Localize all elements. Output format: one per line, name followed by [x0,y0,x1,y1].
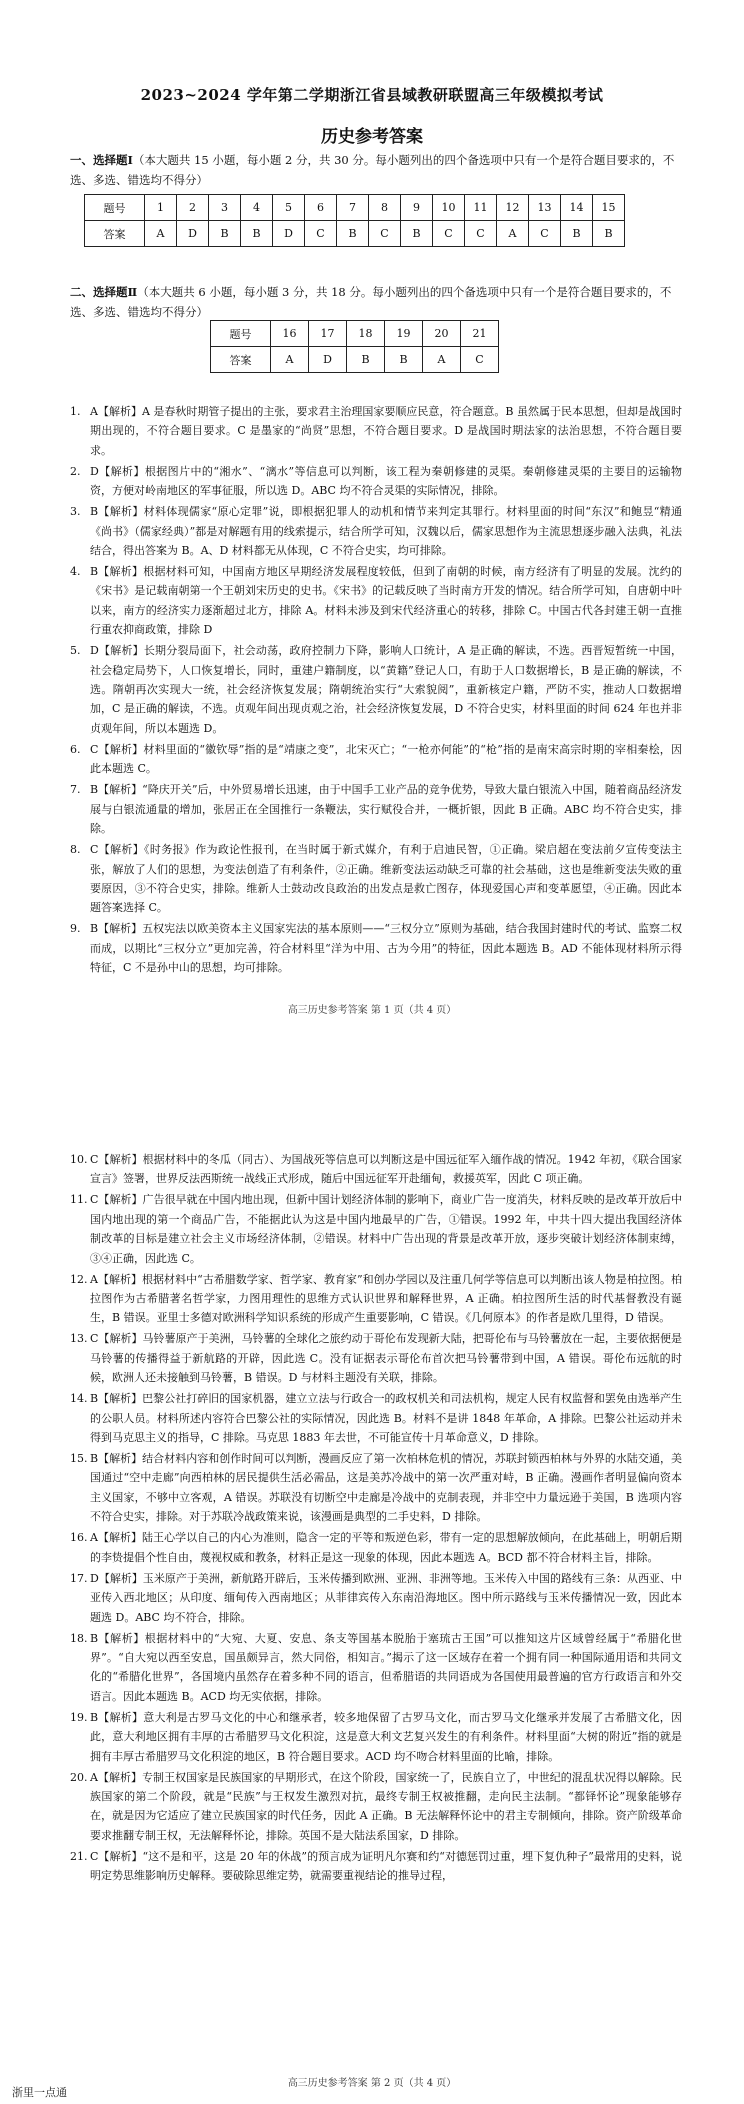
q-number: 4 [241,195,273,221]
section1-instruction: （本大题共 15 小题，每小题 2 分，共 30 分。每小题列出的四个备选项中只有一个是符合题目要求的，不选、多选、错选均不得分） [70,153,675,187]
item-number: 16. [70,1531,88,1545]
item-text: A【解析】根据材料中“古希腊数学家、哲学家、教育家”和创办学园以及注重几何学等信息可以判断出该人物是柏拉图。柏拉图作为古希腊著名哲学家，力图用理性的思维方式认识世界和解释世界，A 正确。柏拉图所生活的时代基督教没有诞生，B 错误。亚里士多德对欧洲科学知识系统的形成产生重要影响，C 错误。《几何原本》的作者是欧几里得，D 错误。 [90,1272,682,1325]
q-answer: A [271,347,309,373]
item-number: 18. [70,1631,88,1645]
answer-row [211,347,499,373]
item-number: 17. [70,1571,88,1585]
item-text: C【解析】马铃薯原产于美洲，马铃薯的全球化之旅约动于哥伦布发现新大陆，把哥伦布与马铃薯放在一起，主要依据便是马铃薯的传播得益于新航路的开辟，因此选 C。没有证据表示哥伦布首次把马铃薯带到中国，A 错误。哥伦布远航的时候，欧洲人还未接触到马铃薯，B 错误。D 与材料主题没有关联，排除。 [90,1332,682,1385]
analysis-item [70,462,682,501]
q-number: 9 [401,195,433,221]
item-text: D【解析】玉米原产于美洲，新航路开辟后，玉米传播到欧洲、亚洲、非洲等地。玉米传入中国的路线有三条：从西亚、中亚传入西北地区；从印度、缅甸传入西南地区；从菲律宾传入东南沿海地区。图中所示路线与玉米传播情况一致，因此本题选 D。ABC 均不符合，排除。 [90,1571,682,1624]
item-number: 1. [70,405,81,418]
item-number: 9. [70,922,81,936]
analysis-item [70,1150,682,1189]
analysis-item [70,1528,682,1567]
item-number: 2. [70,464,81,478]
item-text: B【解析】意大利是古罗马文化的中心和继承者，较多地保留了古罗马文化，而古罗马文化继承并发展了古希腊文化，因此，意大利地区拥有丰厚的古希腊罗马文化积淀，这是意大利文艺复兴发生的有利条件。材料里面“大树的附近”指的就是拥有丰厚古希腊罗马文化积淀的地区，B 符合题目要求。ACD 均不吻合材料里面的比喻，排除。 [90,1710,682,1763]
analysis-item [70,740,682,779]
analysis-item [70,1190,682,1268]
q-answer: B [209,221,241,247]
analysis-item [70,840,682,918]
q-number: 11 [465,195,497,221]
q-number: 7 [337,195,369,221]
q-answer: D [309,347,347,373]
q-answer: B [241,221,273,247]
question-number-row [85,195,625,221]
analysis-item [70,1708,682,1766]
row-label-number: 题号 [211,321,271,347]
item-number: 10. [70,1153,88,1166]
analysis-item [70,919,682,977]
q-number: 18 [347,321,385,347]
q-answer: B [337,221,369,247]
q-answer: C [461,347,499,373]
item-number: 12. [70,1272,88,1286]
analysis-item [70,780,682,838]
item-text: B【解析】根据材料中的“大宛、大夏、安息、条支等国基本脱胎于塞琉古王国”可以推知这片区域曾经属于“希腊化世界”。“自大宛以西至安息，国虽颇异言，然大同俗，相知言。”揭示了这一区域存在着一个拥有同一种国际通用语和共同文化的“希腊化世界”，各国境内虽然存在着多种不同的语言，但希腊语的共同语成为各国使用最普遍的官方行政语言和外交语言。因此本题选 B。ACD 均无实依据，排除。 [90,1631,682,1703]
analysis-list-page2 [70,1150,682,1887]
item-number: 7. [70,783,81,797]
q-number: 2 [177,195,209,221]
q-answer: B [561,221,593,247]
item-text: C【解析】“这不是和平，这是 20 年的休战”的预言成为证明凡尔赛和约“对德惩罚过重，埋下复仇种子”最常用的史料，说明定势思维影响历史解释。要破除思维定势，就需要重视结论的推导过程， [90,1849,682,1883]
q-answer: B [401,221,433,247]
q-answer: C [369,221,401,247]
row-label-answer: 答案 [211,347,271,373]
q-number: 6 [305,195,337,221]
question-number-row [211,321,499,347]
answer-row [85,221,625,247]
q-answer: D [177,221,209,247]
watermark-text: 浙里一点通 [12,2086,67,2099]
analysis-item [70,1847,682,1886]
item-number: 19. [70,1710,88,1724]
q-number: 1 [145,195,177,221]
q-answer: B [593,221,625,247]
q-number: 13 [529,195,561,221]
item-text: C【解析】根据材料中的冬瓜（同古）、为国战死等信息可以判断这是中国远征军入缅作战的情况。1942 年初，《联合国家宣言》签署，世界反法西斯统一战线正式形成，随后中国远征军开赴缅甸，救援英军，因此 C 项正确。 [90,1153,682,1186]
q-answer: A [423,347,461,373]
analysis-item [70,1768,682,1846]
section1-label: 一、选择题Ⅰ [70,153,133,167]
item-text: D【解析】长期分裂局面下，社会动荡，政府控制力下降，影响人口统计，A 是正确的解读，不选。西晋短暂统一中国，社会稳定局势下，人口恢复增长，同时，重建户籍制度，以“黄籍”登记人口，有助于人口数据增长，B 是正确的解读，不选。隋朝再次实现大一统，社会经济恢复发展；隋朝统治实行“大索貌阅”，重新核定户籍，严防不实，推动人口数据增加，C 是正确的解读，不选。贞观年间出现贞观之治，社会经济恢复发展，D 不符合史实，材料里面的时间 624 年也并非贞观年间，所以本题选 D。 [90,644,682,735]
page-footer-2: 高三历史参考答案 第 2 页（共 4 页） [287,2078,457,2089]
item-text: B【解析】结合材料内容和创作时间可以判断，漫画反应了第一次柏林危机的情况，苏联封锁西柏林与外界的水陆交通，美国通过“空中走廊”向西柏林的居民提供生活必需品，这是美苏冷战中的第一次严重对峙，B 正确。漫画作者明显偏向资本主义国家，不够中立客观，A 错误。苏联没有切断空中走廊是冷战中的克制表现，并非空中力量远逊于美国，B 选项内容不符合史实，排除。对于苏联冷战政策来说，该漫画是典型的二手史料，D 排除。 [90,1452,682,1524]
section2-instruction: （本大题共 6 小题，每小题 3 分，共 18 分。每小题列出的四个备选项中只有一个是符合题目要求的，不选、多选、错选均不得分） [70,285,672,319]
q-number: 3 [209,195,241,221]
item-number: 21. [70,1849,88,1863]
q-answer: A [145,221,177,247]
item-text: B【解析】五权宪法以欧美资本主义国家宪法的基本原则——“三权分立”原则为基础，结合我国封建时代的考试、监察二权而成，以期比“三权分立”更加完善，符合材料里“洋为中用、古为今用”的特征，因此本题选 B。AD 不能体现材料所示得特征，C 不是孙中山的思想，均可排除。 [90,922,682,975]
item-text: B【解析】“降庆开关”后，中外贸易增长迅速，由于中国手工业产品的竞争优势，导致大量白银流入中国，随着商品经济发展与白银流通量的增加，张居正在全国推行一条鞭法，实行赋役合并，一概折银，因此 B 正确。ABC 均不符合史实，排除。 [90,783,682,836]
item-text: C【解析】《时务报》作为政论性报刊，在当时属于新式媒介，有利于启迪民智，①正确。梁启超在变法前夕宣传变法主张，解放了人们的思想，为变法创造了有利条件，②正确。维新变法运动缺乏可靠的社会基础，这也是维新变法失败的重要原因，③不符合史实，排除。维新人士鼓动改良政治的出发点是救亡图存，体现爱国心声和变革愿望，④正确。因此本题答案选择 C。 [90,843,682,915]
q-number: 10 [433,195,465,221]
q-number: 16 [271,321,309,347]
analysis-item [70,1449,682,1527]
item-number: 13. [70,1332,88,1346]
q-answer: B [347,347,385,373]
q-number: 20 [423,321,461,347]
row-label-number: 题号 [85,195,145,221]
item-text: A【解析】陆王心学以自己的内心为准则，隐含一定的平等和叛逆色彩，带有一定的思想解放倾向，在此基础上，明朝后期的李贽提倡个性自由，蔑视权威和教条，材料正是这一现象的体现，因此本题选 A。BCD 都不符合材料主旨，排除。 [90,1531,682,1564]
q-number: 14 [561,195,593,221]
item-number: 15. [70,1452,88,1466]
item-number: 14. [70,1392,88,1406]
answer-table-2 [210,320,499,373]
item-text: C【解析】材料里面的“徽钦辱”指的是“靖康之变”，北宋灭亡；“一枪亦何能”的“枪”指的是南宋高宗时期的宰相秦桧，因此本题选 C。 [90,742,682,776]
analysis-item [70,1270,682,1328]
analysis-item [70,1329,682,1387]
item-number: 5. [70,644,81,658]
analysis-list-page1 [70,402,682,979]
q-answer: C [529,221,561,247]
q-number: 12 [497,195,529,221]
page-footer-1: 高三历史参考答案 第 1 页（共 4 页） [287,1005,457,1016]
item-text: B【解析】材料体现儒家“原心定罪”说，即根据犯罪人的动机和情节来判定其罪行。材料里面的时间“东汉”和鲍昱“精通《尚书》（儒家经典）”都是对解题有用的线索提示，结合所学可知，汉魏以后，儒家思想作为主流思想逐步融入法典，礼法结合，得出答案为 B。A、D 材料都无从体现，C 不符合史实，均可排除。 [90,505,682,558]
q-answer: C [433,221,465,247]
section2-label: 二、选择题Ⅱ [70,285,138,299]
item-number: 6. [70,742,81,756]
item-text: D【解析】根据图片中的“湘水”、“漓水”等信息可以判断，该工程为秦朝修建的灵渠。秦朝修建灵渠的主要目的运输物资，方便对岭南地区的军事征服，所以选 D。ABC 均不符合灵渠的实际情况，排除。 [90,464,682,498]
q-number: 5 [273,195,305,221]
exam-title: 2023~2024 学年第二学期浙江省县域教研联盟高三年级模拟考试 [140,86,604,104]
q-number: 21 [461,321,499,347]
answer-table-1 [84,194,625,247]
row-label-answer: 答案 [85,221,145,247]
q-answer: C [465,221,497,247]
q-answer: B [385,347,423,373]
item-text: C【解析】广告很早就在中国内地出现，但新中国计划经济体制的影响下，商业广告一度消失，材料反映的是改革开放后中国内地出现的第一个商品广告，不能据此认为这是中国内地最早的广告，①错误。1992 年，中共十四大提出我国经济体制改革的目标是建立社会主义市场经济体制，②错误。材料中广告出现的背景是改革开放，逐步突破计划经济体制束缚，③④正确，因此选 C。 [90,1193,682,1265]
q-number: 8 [369,195,401,221]
analysis-item [70,1569,682,1627]
analysis-item [70,1389,682,1447]
analysis-item [70,1629,682,1707]
item-number: 11. [70,1193,88,1207]
q-number: 15 [593,195,625,221]
item-text: A【解析】A 是春秋时期管子提出的主张，要求君主治理国家要顺应民意，符合题意。B 虽然属于民本思想，但却是战国时期出现的，不符合题目要求。C 是墨家的“尚贤”思想，不符合题目要求。D 是战国时期法家的法治思想，不符合题目要求。 [90,405,682,457]
analysis-item [70,641,682,738]
item-text: B【解析】巴黎公社打碎旧的国家机器，建立立法与行政合一的政权机关和司法机构，规定人民有权监督和罢免由选举产生的公职人员。材料所述内容符合巴黎公社的实际情况，因此选 B。材料不是讲 1848 年革命，A 排除。巴黎公社运动并未得到马克思主义的指导，C 排除。马克思 1883 年去世，不可能宣传十月革命意义，D 排除。 [90,1392,682,1445]
item-number: 4. [70,565,81,579]
q-number: 17 [309,321,347,347]
analysis-item [70,502,682,560]
item-text: A【解析】专制王权国家是民族国家的早期形式，在这个阶段，国家统一了，民族自立了，中世纪的混乱状况得以解除。民族国家的第二个阶段，就是“民族”与王权发生激烈对抗，最终专制王权被推翻，走向民主法制。“都铎怀论”现象能够存在，就是因为它适应了建立民族国家的时代任务，因此 A 正确。B 无法解释怀论中的君主专制倾向，排除。资产阶级革命要求推翻专制王权，无法解释怀论，排除。英国不是大陆法系国家，D 排除。 [90,1770,682,1842]
analysis-item [70,562,682,640]
section1-heading [70,150,690,190]
item-text: B【解析】根据材料可知，中国南方地区早期经济发展程度较低，但到了南朝的时候，南方经济有了明显的发展。沈约的《宋书》是记载南朝第一个王朝刘宋历史的史书。《宋书》的记载反映了当时南方开发的情况。结合所学可知，自唐朝中叶以来，南方的经济实力逐渐超过北方，排除 A。材料未涉及到宋代经济重心的转移，排除 C。中国古代各封建王朝一直推行重农抑商政策，排除 D [90,565,682,637]
item-number: 3. [70,505,81,519]
item-number: 20. [70,1770,88,1784]
q-number: 19 [385,321,423,347]
item-number: 8. [70,843,81,857]
section2-heading [70,282,690,322]
analysis-item [70,402,682,460]
q-answer: D [273,221,305,247]
q-answer: C [305,221,337,247]
answer-title: 历史参考答案 [321,127,423,147]
q-answer: A [497,221,529,247]
